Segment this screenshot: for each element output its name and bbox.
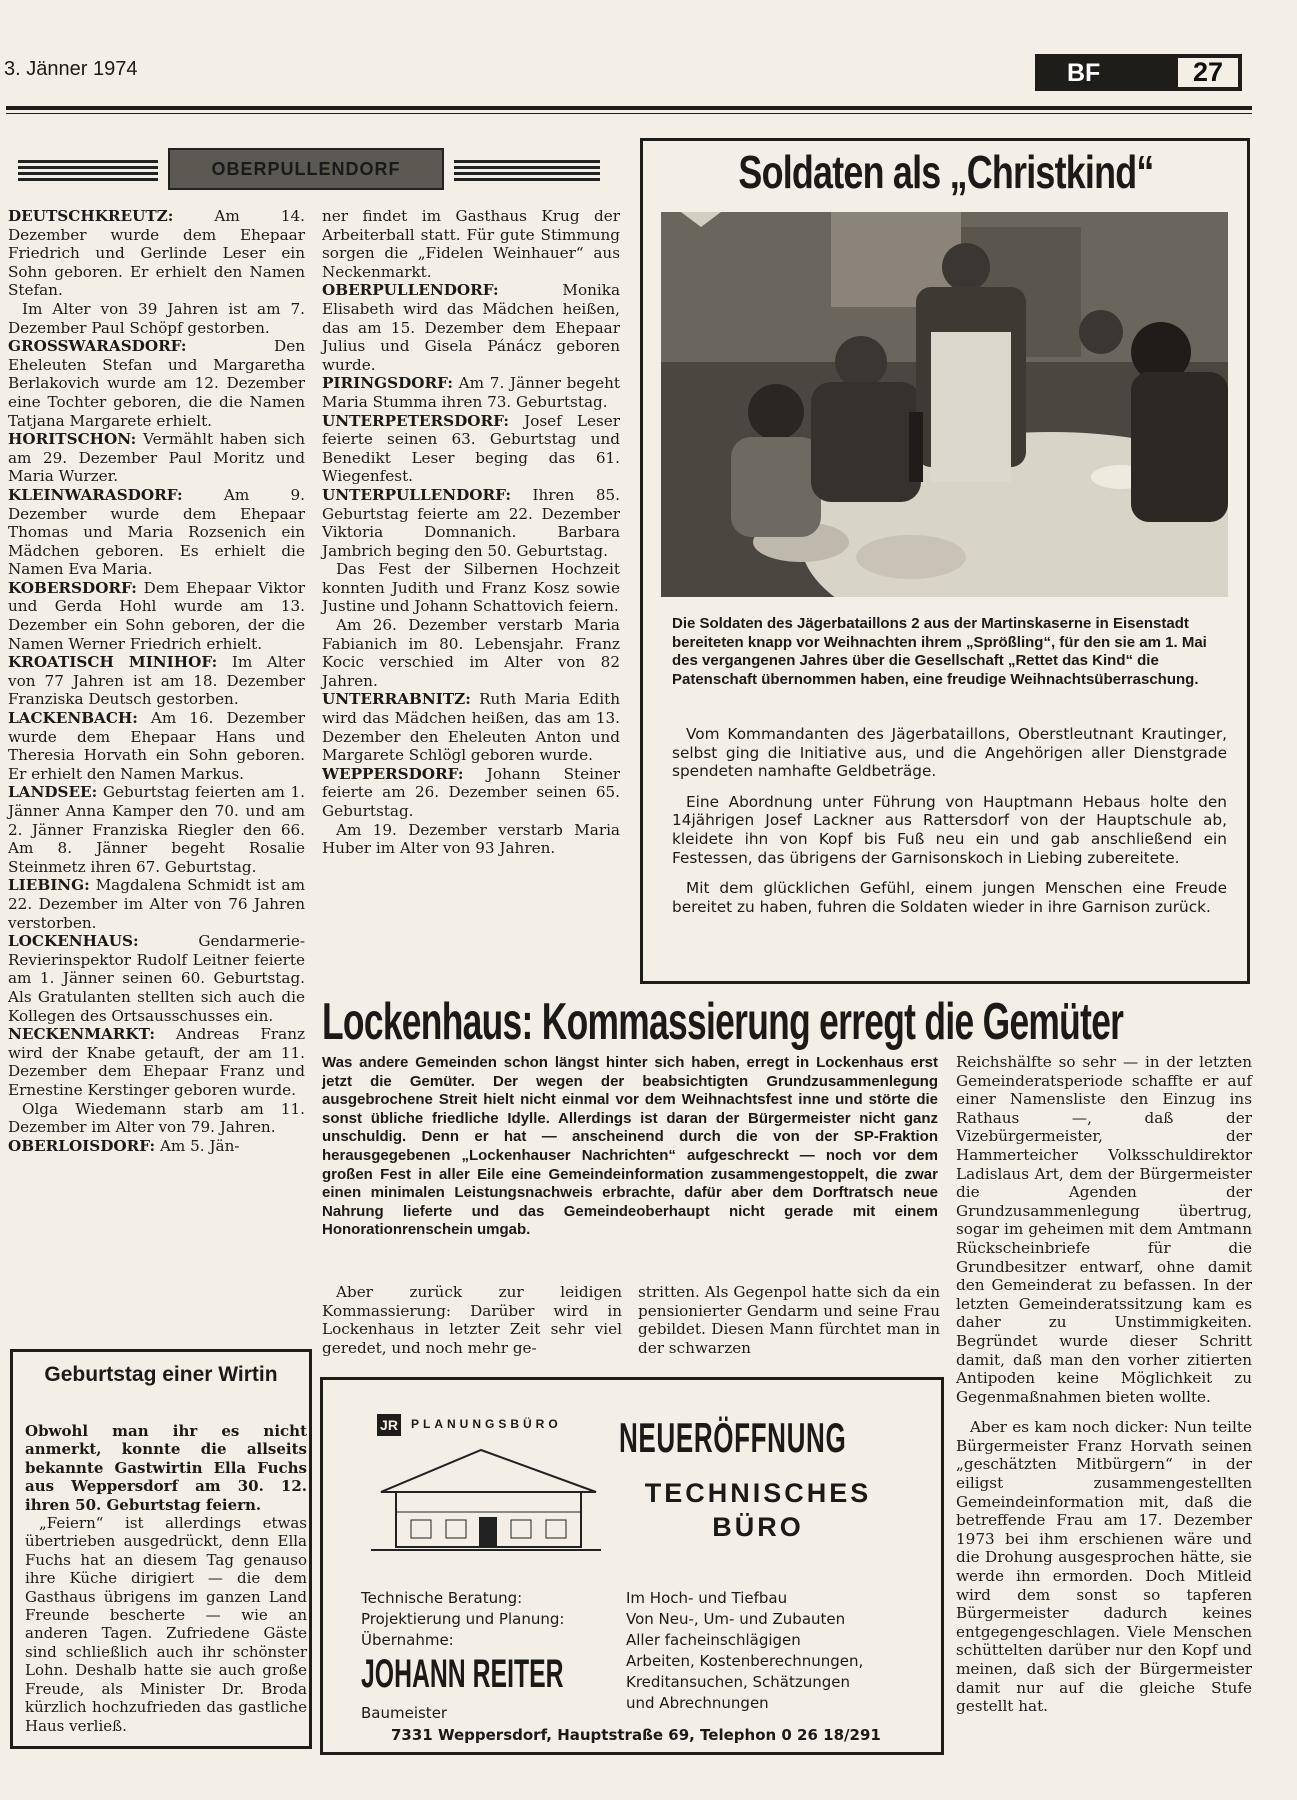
ad-line: Von Neu-, Um- und Zubauten: [626, 1610, 846, 1628]
news-text: Am 14. Dezember wurde dem Ehepaar Friedrich und Gerlinde Leser ein Sohn geboren. Er erhielt den Namen Stefan.: [8, 207, 305, 300]
news-item: [322, 616, 620, 690]
place-name: DEUTSCHKREUTZ:: [8, 207, 174, 225]
news-item: [8, 876, 305, 932]
lockenhaus-paragraph: Reichshälfte so sehr — in der letzten Gemeinderatsperiode schaffte er auf einer Namensliste den Einzug ins Rathaus —, daß der Vizebürgermeister, der Hammerteicher Volksschuldirektor Ladislaus Art, dem der Bürgermeister die Agenden der Grundzusammenlegung übertrug, sogar im geheimen mit dem Amtmann Rückscheinbriefe für die Grundbesitzer entwarf, ohne damit den Gemeinderat zu befassen. In der letzten Gemeinderatssitzung kam es daher zu Unstimmigkeiten. Begründet wurde dieser Schritt damit, daß man den vorher zitierten Antipoden keine Möglichkeit zu Gegenmaßnahmen bieten wollte.: [956, 1053, 1252, 1406]
place-name: NECKENMARKT:: [8, 1025, 155, 1044]
news-text: Im Alter von 39 Jahren ist am 7. Dezember Paul Schöpf gestorben.: [8, 299, 305, 337]
news-item: [8, 337, 305, 430]
ad-headline: NEUERÖFFNUNG: [619, 1414, 847, 1461]
news-text: Am 16. Dezember wurde dem Ehepaar Hans und Theresia Horvath ein Sohn geboren. Er erhielt den Namen Markus.: [8, 709, 305, 783]
news-text: Monika Elisabeth wird das Mädchen heißen, das am 15. Dezember dem Ehepaar Julius und Gisela Pánácz geboren wurde.: [322, 281, 620, 374]
news-text: Im Alter von 77 Jahren ist am 18. Dezember Franziska Deutsch gestorben.: [8, 653, 306, 709]
photo-caption: Die Soldaten des Jägerbataillons 2 aus der Martinskaserne in Eisenstadt bereiteten knapp vor Weihnachten ihrem „Sprößling“, für den sie am 1. Mai des vergangenen Jahres über die Gesellschaft „Rettet das Kind“ die Patenschaft übernommen haben, eine freudige Weihnachtsüberraschung.: [672, 615, 1207, 688]
news-text: Olga Wiedemann starb am 11. Dezember im Alter von 79. Jahren.: [8, 1099, 305, 1137]
news-text: Dem Ehepaar Viktor und Gerda Hohl wurde am 13. Dezember ein Sohn geboren, der die Namen Werner Friedrich erhielt.: [8, 578, 305, 653]
house-drawing: [371, 1442, 601, 1562]
news-text: Am 7. Jänner begeht Maria Stumma ihren 73. Geburtstag.: [322, 374, 620, 411]
ad-sub1: TECHNISCHES: [644, 1478, 872, 1508]
issue-date: 3. Jänner 1974: [4, 58, 138, 80]
wirtin-headline: Geburtstag einer Wirtin: [44, 1363, 278, 1386]
hatch-right: [454, 160, 600, 169]
news-text: Josef Leser feierte seinen 63. Geburtstag und Benedikt Leser beging das 61. Wiegenfest.: [322, 411, 620, 486]
news-text: Am 19. Dezember verstarb Maria Huber im Alter von 93 Jahren.: [322, 820, 620, 858]
news-item: [322, 207, 620, 281]
ad-line: Projektierung und Planung:: [361, 1610, 565, 1628]
news-item: [322, 765, 620, 821]
news-item: [8, 1100, 305, 1137]
soldaten-headline: Soldaten als „Christkind“: [738, 146, 1154, 198]
news-item: [322, 281, 620, 374]
soldaten-body: [672, 725, 1227, 928]
ad-subheadline: [623, 1476, 893, 1544]
news-item: [322, 412, 620, 486]
news-item: [8, 486, 305, 579]
wirtin-article-box: [10, 1349, 312, 1749]
news-item: [322, 690, 620, 764]
section-label: OBERPULLENDORF: [168, 148, 444, 190]
news-text: Das Fest der Silbernen Hochzeit konnten Judith und Franz Kosz sowie Justine und Johann Schattovich feiern.: [322, 560, 620, 616]
news-text: ner findet im Gasthaus Krug der Arbeiterball statt. Für gute Stimmung sorgen die „Fidelen Weinhauer“ aus Neckenmarkt.: [322, 207, 620, 281]
news-item: [8, 207, 305, 300]
hatch-right-2: [454, 172, 600, 181]
header-rule-thin: [6, 113, 1252, 114]
news-item: [322, 486, 620, 560]
news-text: Den Eheleuten Stefan und Margaretha Berlakovich wurde am 12. Dezember eine Tochter geboren, die die Namen Tatjana Margarete erhielt.: [8, 337, 305, 430]
news-text: Ihren 85. Geburtstag feierte am 22. Dezember Viktoria Domnanich. Barbara Jambrich beging den 50. Geburtstag.: [322, 485, 620, 560]
lockenhaus-body-2: [638, 1283, 940, 1357]
lockenhaus-paragraph: Aber es kam noch dicker: Nun teilte Bürgermeister Franz Horvath seinen „geschätzten Mitbürgern“ in der eiligst zusammengestellten Gemeindeinformation mit, daß die betreffende Frau am 17. Dezember 1973 bei ihm erschienen wäre und die Drohung ausgesprochen hätte, sie werde ihn ermorden. Doch Mitleid wird dem sonst so tapferen Bürgermeister dadurch keines entgegengeschlagen. Viele Menschen schüttelten darüber nur den Kopf und meinen, daß sich der Bürgermeister damit nur auf die gleiche Stufe gestellt hat.: [956, 1418, 1252, 1716]
news-item: [8, 783, 305, 876]
news-text: Am 26. Dezember verstarb Maria Fabianich im 80. Lebensjahr. Franz Kocic verschied im Alter von 82 Jahren.: [322, 616, 620, 690]
wirtin-lead: Obwohl man ihr es nicht anmerkt, konnte die allseits bekannte Gastwirtin Ella Fuchs aus Weppersdorf am 30. 12. ihren 50. Geburtstag feiern.: [25, 1422, 307, 1514]
news-text: Vermählt haben sich am 29. Dezember Paul Moritz und Maria Wurzer.: [8, 430, 305, 486]
ad-line: Arbeiten, Kostenberechnungen,: [626, 1652, 864, 1670]
news-item: [8, 430, 305, 486]
place-name: KROATISCH MINIHOF:: [8, 653, 218, 672]
place-name: LOCKENHAUS:: [8, 932, 139, 951]
news-item: [8, 709, 305, 783]
place-name: LANDSEE:: [8, 783, 98, 802]
lockenhaus-body-1: [322, 1283, 622, 1357]
place-name: WEPPERSDORF:: [322, 764, 464, 783]
news-item: [8, 1137, 305, 1156]
news-item: [322, 560, 620, 616]
ad-line: Übernahme:: [361, 1631, 454, 1649]
news-column-1: [8, 207, 305, 1155]
place-name: OBERPULLENDORF:: [322, 281, 499, 300]
section-tag: BF: [1067, 59, 1101, 87]
hatch-left: [18, 160, 158, 169]
soldiers-photo: [661, 212, 1228, 597]
news-text: Andreas Franz wird der Knabe getauft, der am 11. Dezember dem Ehepaar Franz und Ernestine Kerstinger geboren wurde.: [8, 1025, 305, 1099]
place-name: OBERLOISDORF:: [8, 1136, 156, 1155]
ad-line: Kreditansuchen, Schätzungen: [626, 1673, 851, 1691]
news-item: [8, 653, 305, 709]
place-name: LACKENBACH:: [8, 709, 138, 728]
soldaten-paragraph: Mit dem glücklichen Gefühl, einem jungen Menschen eine Freude bereitet zu haben, fuhren die Soldaten wieder in ihre Garnison zurück.: [672, 879, 1227, 916]
place-name: UNTERPETERSDORF:: [322, 411, 509, 430]
lockenhaus-paragraph: stritten. Als Gegenpol hatte sich da ein pensionierter Gendarm und seine Frau gebildet. Diesen Mann fürchtet man in der schwarzen: [638, 1283, 940, 1357]
place-name: PIRINGSDORF:: [322, 374, 453, 393]
place-name: UNTERPULLENDORF:: [322, 485, 511, 504]
ad-line: Aller facheinschlägigen: [626, 1631, 801, 1649]
soldaten-paragraph: Vom Kommandanten des Jägerbataillons, Oberstleutnant Krautinger, selbst ging die Initiative aus, und die Angehörigen aller Dienstgrade spendeten namhafte Geldbeträge.: [672, 725, 1227, 781]
ad-services-left: [361, 1588, 564, 1651]
lockenhaus-right-column: [956, 1053, 1252, 1716]
news-text: Gendarmerie-Revierinspektor Rudolf Leitner feierte am 1. Jänner seinen 60. Geburtstag. Als Gratulanten stellten sich auch die Kollegen des Ortsausschusses ein.: [8, 932, 305, 1025]
soldaten-paragraph: Eine Abordnung unter Führung von Hauptmann Hebaus holte den 14jährigen Josef Lackner aus Rattersdorf von der Hauptschule ab, kleidete ihn von Kopf bis Fuß neu ein und gab anschließend ein Festessen, das übrigens der Garnisonskoch in Liebing zubereitete.: [672, 792, 1227, 867]
news-item: [8, 300, 305, 337]
soldiers-photo-illustration: [661, 212, 1228, 597]
news-text: Am 9. Dezember wurde dem Ehepaar Thomas und Maria Rozsenich ein Mädchen geboren. Es erhielt die Namen Eva Maria.: [8, 485, 305, 579]
place-name: GROSSWARASDORF:: [8, 337, 187, 356]
news-item: [8, 932, 305, 1025]
news-item: [322, 374, 620, 411]
news-item: [8, 1025, 305, 1099]
ad-line: Im Hoch- und Tiefbau: [626, 1589, 788, 1607]
news-text: Magdalena Schmidt ist am 22. Dezember im Alter von 76 Jahren verstorben.: [8, 876, 305, 932]
ad-services-right: [626, 1588, 863, 1714]
page-header-box: [1035, 54, 1242, 91]
advertisement: [320, 1377, 944, 1755]
ad-company-name: JOHANN REITER: [361, 1652, 564, 1696]
ad-line: Technische Beratung:: [361, 1589, 523, 1607]
place-name: KOBERSDORF:: [8, 578, 137, 597]
news-item: [8, 579, 305, 653]
wirtin-text: [25, 1422, 307, 1735]
header-rule: [6, 106, 1252, 110]
news-text: Ruth Maria Edith wird das Mädchen heißen, das am 13. Dezember den Eheleuten Anton und Margarete Schlögl geboren wurde.: [322, 690, 620, 765]
jr-logo: JR: [377, 1414, 401, 1436]
news-item: [322, 821, 620, 858]
ad-title: Baumeister: [361, 1704, 448, 1722]
page-number: 27: [1178, 58, 1238, 87]
wirtin-body: „Feiern“ ist allerdings etwas übertrieben ausgedrückt, denn Ella Fuchs hat an diesem Tag genauso ihre Küche dirigiert — die dem Gasthaus übrigens im ganzen Land Freunde bescherte — wie an anderen Tagen. Zufriedene Gäste sind schließlich auch ihr schönster Lohn. Deshalb hatte sie auch große Freude, als Minister Dr. Broda kürzlich hochzufrieden das gastliche Haus verließ.: [25, 1514, 307, 1735]
hatch-left-2: [18, 172, 158, 181]
ad-sub2: BÜRO: [712, 1512, 804, 1542]
place-name: LIEBING:: [8, 876, 90, 895]
ad-planungsbuero: PLANUNGSBÜRO: [411, 1417, 562, 1431]
news-text: Am 5. Jän-: [155, 1136, 240, 1155]
ad-line: und Abrechnungen: [626, 1694, 769, 1712]
lockenhaus-paragraph: Aber zurück zur leidigen Kommassierung: Darüber wird in Lockenhaus in letzter Zeit sehr viel geredet, und noch mehr ge-: [322, 1283, 622, 1357]
place-name: HORITSCHON:: [8, 430, 137, 449]
lockenhaus-headline: Lockenhaus: Kommassierung erregt die Gemüter: [322, 993, 1124, 1051]
news-text: Johann Steiner feierte am 26. Dezember seinen 65. Geburtstag.: [322, 764, 620, 820]
ad-address: 7331 Weppersdorf, Hauptstraße 69, Telephon 0 26 18/291: [391, 1726, 881, 1744]
news-column-2: [322, 207, 620, 858]
place-name: UNTERRABNITZ:: [322, 690, 471, 709]
lockenhaus-lead: Was andere Gemeinden schon längst hinter sich haben, erregt in Lockenhaus erst jetzt die Gemüter. Der wegen der beabsichtigten Grundzusammenlegung ausgebrochene Streit hielt nicht einmal vor dem Weihnachtsfest inne und störte die sonst übliche friedliche Idylle. Allerdings ist daran der Bürgermeister nicht ganz unschuldig. Denn er hat — anscheinend durch die von der SP-Fraktion herausgegebenen „Lockenhauser Nachrichten“ aufgeschreckt — noch vor dem großen Fest in aller Eile eine Gemeindeinformation zusammengestoppelt, die zwar einen minimalen Leistungsnachweis erbrachte, dafür aber dem Dorftratsch neue Nahrung lieferte und das Gemeindeoberhaupt nicht gerade mit einem Honorationrenschein umgab.: [322, 1054, 938, 1239]
place-name: KLEINWARASDORF:: [8, 485, 183, 504]
news-text: Geburtstag feierten am 1. Jänner Anna Kamper den 70. und am 2. Jänner Franziska Riegler den 66. Am 8. Jänner begeht Rosalie Steinmetz ihren 67. Geburtstag.: [8, 783, 305, 876]
